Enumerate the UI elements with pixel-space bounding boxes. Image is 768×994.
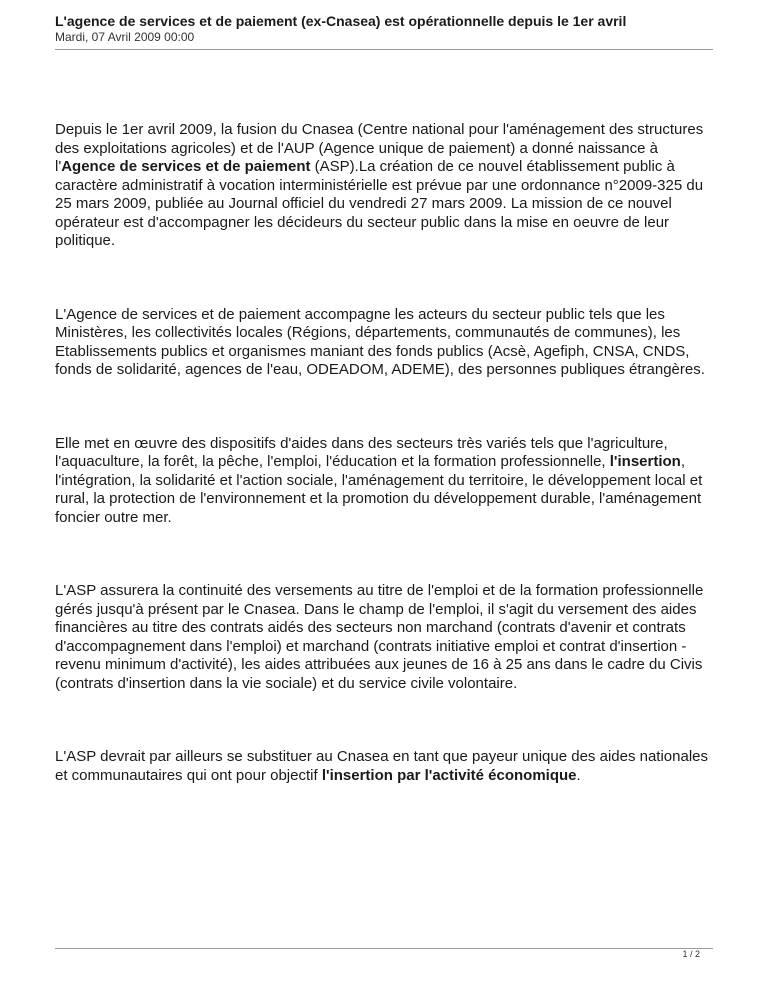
paragraph-3 [55,435,719,528]
article-title: L'agence de services et de paiement (ex-Cnasea) est opérationnelle depuis le 1er avril [55,13,627,29]
paragraph-3-text-c: , l'intégration, la solidarité et l'action sociale, l'aménagement du territoire, le développement local et rural, la protection de l'environnement et la promotion du développement durable, l'aménagement foncier outre mer. [55,453,703,526]
paragraph-3-bold: l'insertion [609,453,681,470]
page-header [55,12,713,44]
paragraph-5-bold: l'insertion par l'activité économique [321,766,577,784]
paragraph-5-text-c: . [576,766,581,784]
paragraph-4 [55,582,719,693]
paragraph-3-text-a: Elle met en œuvre des dispositifs d'aides dans des secteurs très variés tels que l'agriculture, l'aquaculture, la forêt, la pêche, l'emploi, l'éducation et la formation professionnelle, [55,434,668,470]
paragraph-4-text: L'ASP assurera la continuité des versements au titre de l'emploi et de la formation professionnelle gérés jusqu'à présent par le Cnasea. Dans le champ de l'emploi, il s'agit du versement des aides financières au titre des contrats aidés des secteurs non marchand (contrats d'avenir et contrats d'accompagnement dans l'emploi) et marchand (contrats initiative emploi et contrat d'insertion - revenu minimum d'activité), les aides attribuées aux jeunes de 16 à 25 ans dans le cadre du Civis (contrats d'insertion dans la vie sociale) et du service civile volontaire. [55,582,704,692]
paragraph-1-bold: Agence de services et de paiement [61,158,311,175]
paragraph-2-text: L'Agence de services et de paiement accompagne les acteurs du secteur public tels que les Ministères, les collectivités locales (Régions, départements, communautés de communes), les Etablissements publics et organismes maniant des fonds publics (Acsè, Agefiph, CNSA, CNDS, fonds de solidarité, agences de l'eau, ODEADOM, ADEME), des personnes publiques étrangères. [55,305,705,378]
article-date: Mardi, 07 Avril 2009 00:00 [55,30,195,44]
paragraph-1-text-c: (ASP).La création de ce nouvel établissement public à caractère administratif à vocation interministérielle est prévue par une ordonnance n°2009-325 du 25 mars 2009, publiée au Journal officiel du vendredi 27 mars 2009. La mission de ce nouvel opérateur est d'accompagner les décideurs du secteur public dans la mise en oeuvre de leur politique. [55,158,704,249]
article-body [55,121,719,785]
header-divider [55,49,713,50]
paragraph-2 [55,306,719,380]
page-number: 1 / 2 [682,949,700,959]
footer-divider [55,948,713,949]
paragraph-5-text-a: L'ASP devrait par ailleurs se substituer au Cnasea en tant que payeur unique des aides nationales et communautaires qui ont pour objectif [55,748,709,784]
paragraph-1-text-a: Depuis le 1er avril 2009, la fusion du Cnasea (Centre national pour l'aménagement des structures des exploitations agricoles) et de l'AUP (Agence unique de paiement) a donné naissance à l' [55,121,704,175]
paragraph-1 [55,121,719,251]
paragraph-5 [55,748,719,785]
